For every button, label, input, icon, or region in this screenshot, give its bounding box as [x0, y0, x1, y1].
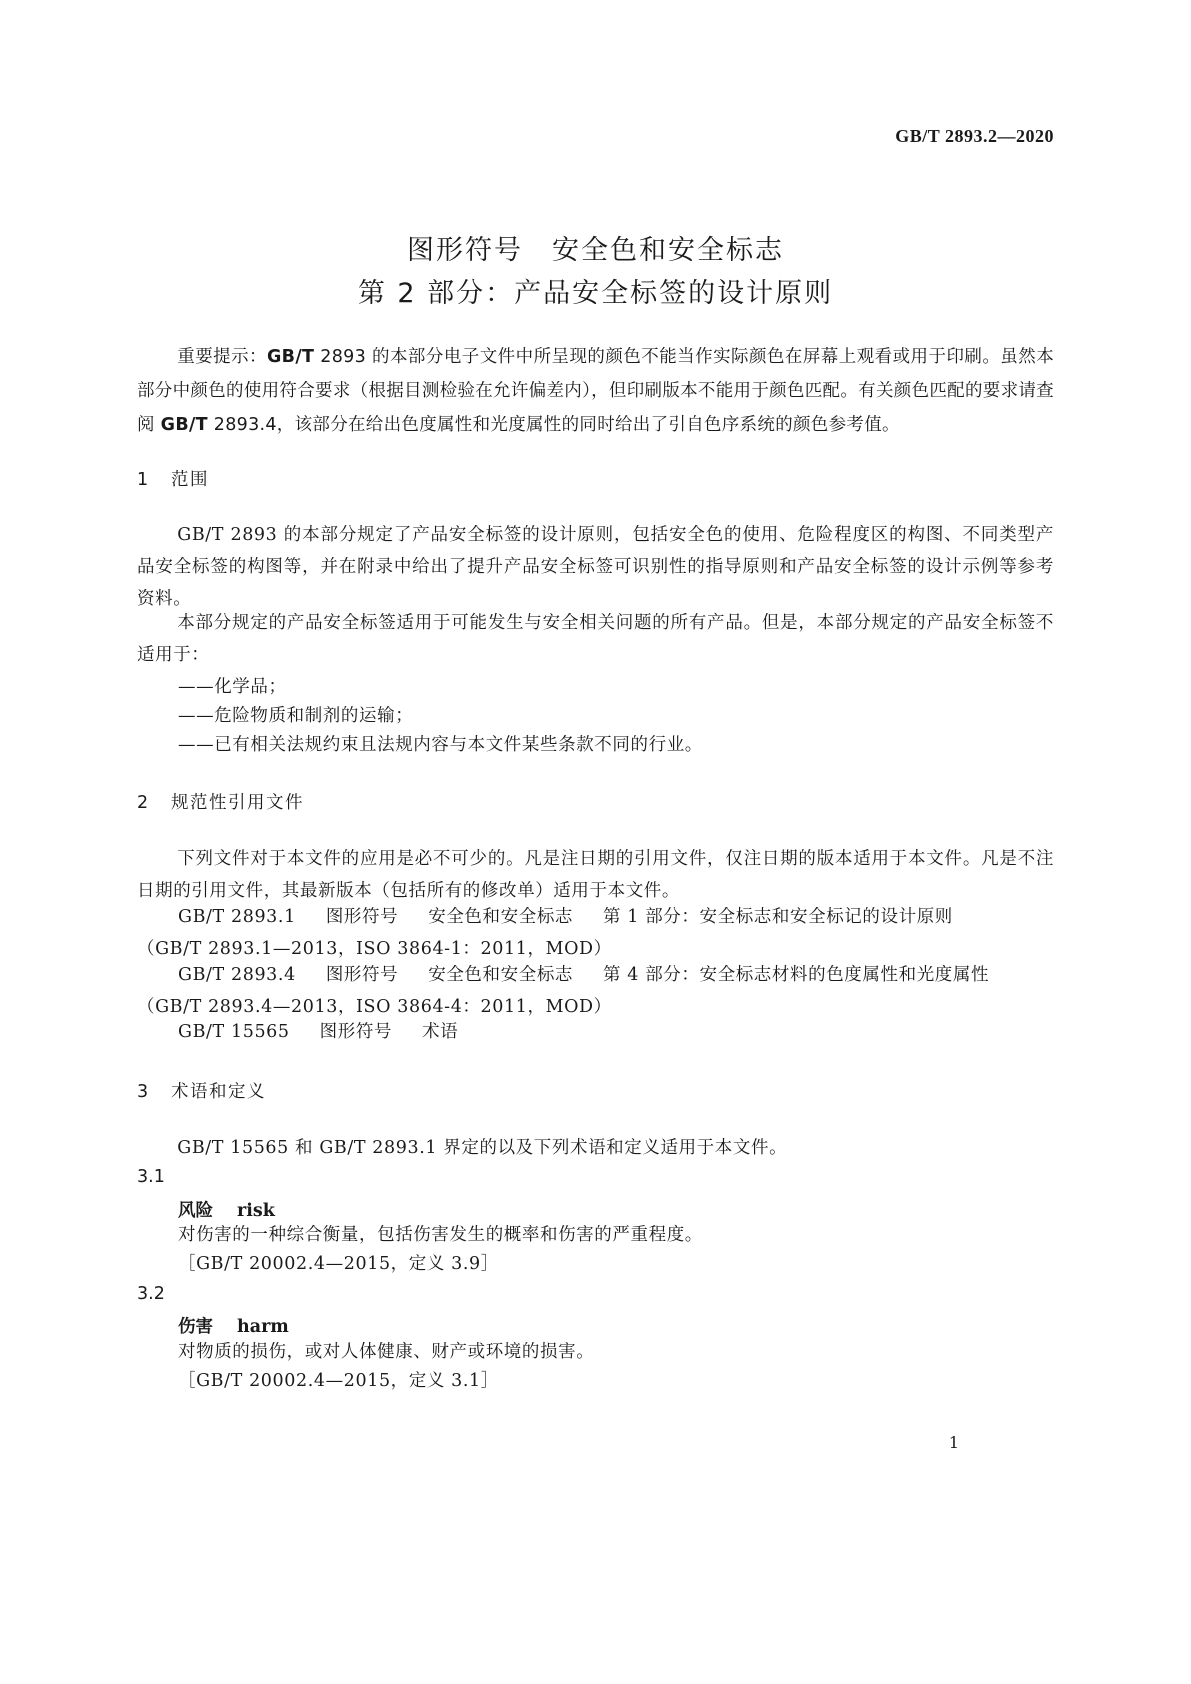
section-title: 范围: [171, 470, 209, 490]
standard-number: GB/T 2893.2—2020: [895, 126, 1054, 146]
scope-paragraph: GB/T 2893 的本部分规定了产品安全标签的设计原则，包括安全色的使用、危险程度区的构图、不同类型产品安全标签的构图等，并在附录中给出了提升产品安全标签可识别性的指导原则和产品安全标签的设计示例等参考资料。: [137, 525, 1054, 609]
term-heading: [178, 1313, 289, 1338]
scope-paragraph: 本部分规定的产品安全标签适用于可能发生与安全相关问题的所有产品。但是，本部分规定的产品安全标签不适用于：: [137, 613, 1054, 665]
term-definition: 对伤害的一种综合衡量，包括伤害发生的概率和伤害的严重程度。: [178, 1225, 703, 1245]
term-source: ［GB/T 20002.4—2015，定义 3.1］: [178, 1371, 499, 1391]
list-item: ——化学品；: [178, 677, 287, 697]
references-paragraph: 下列文件对于本文件的应用是必不可少的。凡是注日期的引用文件，仅注日期的版本适用于本文件。凡是不注日期的引用文件，其最新版本（包括所有的修改单）适用于本文件。: [137, 849, 1054, 901]
reference-name: 安全色和安全标志: [428, 965, 574, 985]
term-number: 3.2: [137, 1284, 165, 1304]
section-heading-normative-references: [137, 789, 304, 814]
term-chinese: 风险: [178, 1201, 213, 1221]
section-title: 规范性引用文件: [171, 793, 304, 813]
reference-part: 第 4 部分：安全标志材料的色度属性和光度属性: [603, 965, 990, 985]
reference-entry: [137, 959, 1054, 1023]
notice-prefix: 重要提示：: [177, 347, 268, 367]
list-item: ——已有相关法规约束且法规内容与本文件某些条款不同的行业。: [178, 735, 703, 755]
term-number: 3.1: [137, 1167, 165, 1187]
section-title: 术语和定义: [171, 1082, 266, 1102]
reference-equivalence: （GB/T 2893.1—2013，ISO 3864-1：2011，MOD）: [137, 939, 612, 959]
document-title-line1: 图形符号 安全色和安全标志: [407, 235, 784, 266]
notice-text: 2893 的本部分电子文件中所呈现的颜色不能当作实际颜色在屏幕上观看或用于印刷。虽然本部分中颜色的使用符合要求（根据目测检验在允许偏差内），但印刷版本不能用于颜色匹配。有关颜色匹配的要求请查阅: [137, 347, 1055, 435]
reference-code: GB/T 15565: [178, 1022, 290, 1042]
reference-name: 图形符号: [325, 965, 399, 985]
terms-intro: GB/T 15565 和 GB/T 2893.1 界定的以及下列术语和定义适用于本文件。: [177, 1138, 788, 1158]
notice-code: GB/T: [160, 415, 208, 435]
section-heading-scope: [137, 466, 209, 491]
term-english: risk: [237, 1201, 275, 1221]
reference-code: GB/T 2893.4: [178, 965, 296, 985]
reference-name: 图形符号: [325, 907, 399, 927]
section-number: 3: [137, 1082, 149, 1102]
section-number: 1: [137, 470, 149, 490]
reference-entry: [137, 1016, 1054, 1048]
notice-code: GB/T: [267, 347, 315, 367]
document-title-line2: 第 2 部分：产品安全标签的设计原则: [357, 278, 834, 309]
term-source: ［GB/T 20002.4—2015，定义 3.9］: [178, 1254, 499, 1274]
notice-text: 2893.4，该部分在给出色度属性和光度属性的同时给出了引自色序系统的颜色参考值。: [207, 415, 900, 435]
list-item: ——危险物质和制剂的运输；: [178, 706, 414, 726]
term-chinese: 伤害: [178, 1317, 213, 1337]
reference-name: 术语: [422, 1022, 459, 1042]
section-heading-terms: [137, 1078, 266, 1103]
term-definition: 对物质的损伤，或对人体健康、财产或环境的损害。: [178, 1342, 595, 1362]
reference-code: GB/T 2893.1: [178, 907, 296, 927]
reference-equivalence: （GB/T 2893.4—2013，ISO 3864-4：2011，MOD）: [137, 997, 612, 1017]
important-notice: [137, 340, 1054, 442]
reference-part: 第 1 部分：安全标志和安全标记的设计原则: [603, 907, 953, 927]
reference-name: 安全色和安全标志: [428, 907, 574, 927]
section-number: 2: [137, 793, 149, 813]
reference-name: 图形符号: [319, 1022, 393, 1042]
reference-entry: [137, 901, 1054, 965]
term-english: harm: [237, 1317, 289, 1337]
page-number: 1: [948, 1433, 959, 1452]
